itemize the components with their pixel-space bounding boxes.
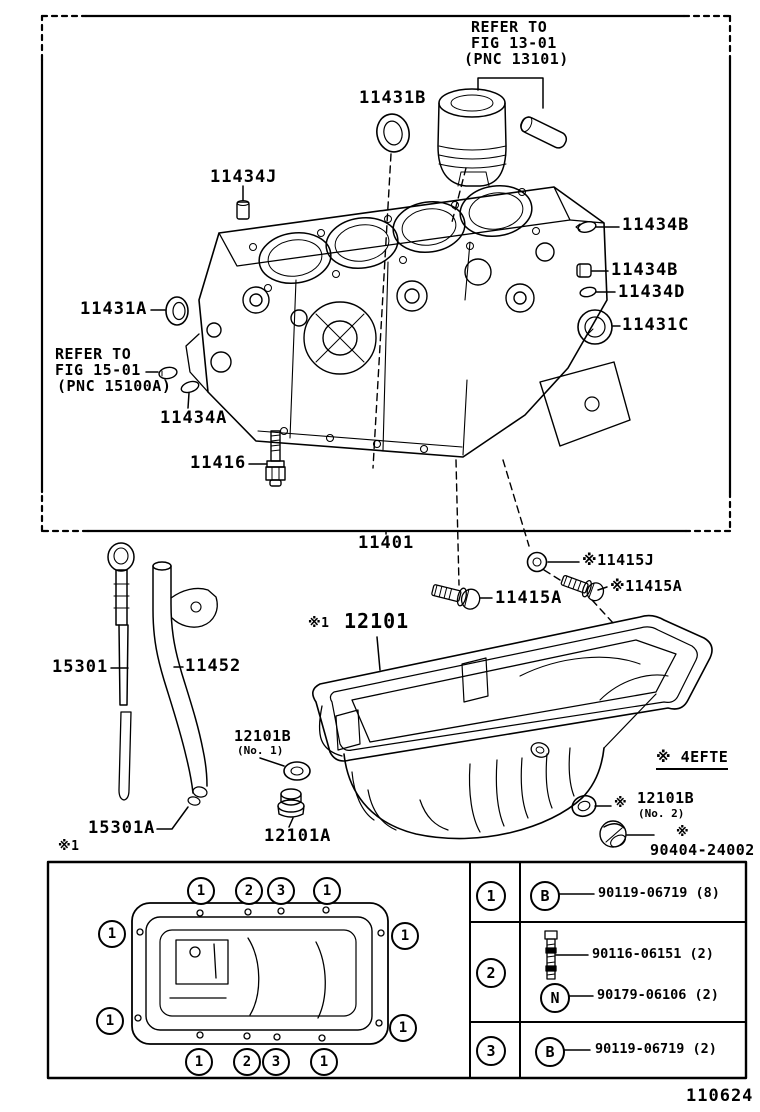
table-key-2: 2: [476, 958, 506, 988]
part-90179-06106-2: 90179-06106 (2): [597, 987, 719, 1003]
piston-drawing: [438, 89, 569, 186]
rear-oil-seal-icon: [578, 310, 612, 344]
label-12101b-no2: 12101B: [637, 789, 695, 807]
front-oil-seal-icon: [373, 111, 412, 155]
bolt-badge-b-row1: B: [530, 881, 560, 911]
gage-guide-drawing: [153, 562, 217, 806]
label-12101: 12101: [344, 609, 410, 633]
label-table-note: ※1: [58, 839, 80, 854]
callout-top-1: 1: [187, 877, 215, 905]
callout-right-2: 1: [389, 1014, 417, 1042]
label-15301a: 15301A: [88, 818, 156, 838]
refer-fig15-line1: REFER TO: [55, 345, 132, 363]
label-12101b-no1-sub: (No. 1): [237, 744, 284, 757]
table-key-1: 1: [476, 881, 506, 911]
label-11401: 11401: [358, 533, 415, 553]
taper-plug-icon: [600, 821, 627, 849]
part-90119-06719-8: 90119-06719 (8): [598, 885, 720, 901]
refer-fig13-line1: REFER TO: [471, 18, 548, 36]
label-11431a: 11431A: [80, 299, 148, 319]
label-12101b-no1: 12101B: [234, 727, 292, 745]
label-12101b-no2-mark: ※: [614, 796, 628, 811]
label-11431c: 11431C: [622, 315, 690, 335]
oil-level-gage-drawing: [108, 543, 134, 800]
callout-bottom-3: 3: [262, 1048, 290, 1076]
callout-top-2: 2: [235, 877, 263, 905]
leader-lines: [111, 78, 654, 1050]
label-11434j: 11434J: [210, 167, 278, 187]
label-11434b-lower: 11434B: [611, 260, 679, 280]
plug-b-lower-icon: [577, 264, 591, 277]
callout-right-1: 1: [391, 922, 419, 950]
check-valve-bolt-icon: [266, 431, 285, 486]
label-pan-note: ※1: [308, 616, 330, 631]
bolt-11415a-right-icon: [559, 571, 606, 603]
label-11415a-right: ※11415A: [610, 577, 683, 595]
label-taper-plug-mark: ※: [676, 825, 690, 840]
plug-a-icon: [180, 379, 200, 394]
left-seal-icon: [166, 297, 188, 325]
refer-fig15-line3: (PNC 15100A): [57, 377, 172, 395]
refer-fig13-line3: (PNC 13101): [464, 50, 569, 68]
callout-bottom-4: 1: [310, 1048, 338, 1076]
label-90404-24002: 90404-24002: [650, 841, 755, 859]
cylinder-block-drawing: [186, 181, 630, 457]
washer-11415j-icon: [528, 553, 547, 572]
callout-bottom-2: 2: [233, 1048, 261, 1076]
callout-bottom-1: 1: [185, 1048, 213, 1076]
table-key-3: 3: [476, 1036, 506, 1066]
tight-plug-icon: [237, 201, 249, 220]
figure-code: 110624: [686, 1086, 754, 1106]
plug-b-upper-icon: [576, 220, 597, 234]
callout-left-2: 1: [96, 1007, 124, 1035]
label-12101b-no2-sub: (No. 2): [638, 807, 685, 820]
callout-left-1: 1: [98, 920, 126, 948]
label-11434b-upper: 11434B: [622, 215, 690, 235]
bolt-11415a-left-icon: [430, 580, 481, 611]
part-90116-06151-2: 90116-06151 (2): [592, 946, 714, 962]
label-12101a: 12101A: [264, 826, 332, 846]
label-11415j: ※11415J: [582, 551, 655, 569]
bolt-badge-b-row3: B: [535, 1037, 565, 1067]
label-4efte-variant: ※ 4EFTE: [656, 750, 728, 770]
refer-fig13-line2: FIG 13-01: [471, 34, 557, 52]
part-90119-06719-2: 90119-06719 (2): [595, 1041, 717, 1057]
stud-bolt-icon: [545, 931, 557, 979]
label-11434a: 11434A: [160, 408, 228, 428]
label-11415a-left: 11415A: [495, 588, 563, 608]
label-11416: 11416: [190, 453, 247, 473]
label-11431b: 11431B: [359, 88, 427, 108]
label-11434d: 11434D: [618, 282, 686, 302]
gasket-no1-icon: [284, 762, 310, 780]
nut-badge-n-row2: N: [540, 983, 570, 1013]
pan-gasket-diagram: [132, 903, 388, 1044]
refer-fig15-line2: FIG 15-01: [55, 361, 141, 379]
plug-d-icon: [579, 286, 597, 298]
label-15301: 15301: [52, 657, 109, 677]
callout-top-3: 3: [267, 877, 295, 905]
label-11452: 11452: [185, 656, 242, 676]
dashed-leader-lines: [373, 154, 614, 624]
drain-plug-icon: [278, 789, 304, 817]
callout-top-4: 1: [313, 877, 341, 905]
